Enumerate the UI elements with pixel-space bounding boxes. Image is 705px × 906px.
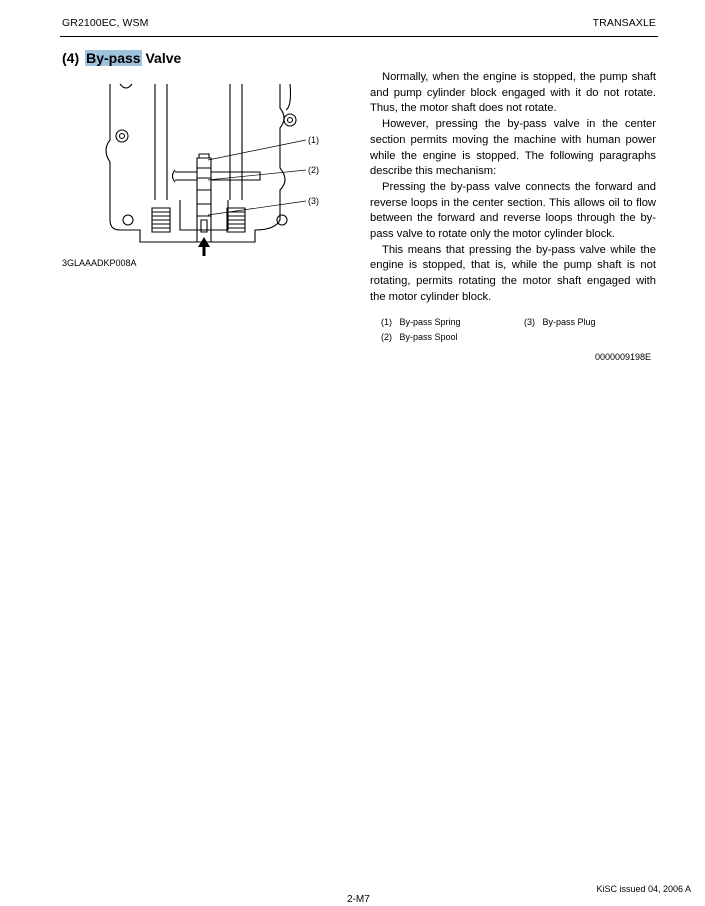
section-title-highlight: By-pass [86, 50, 141, 66]
callout-2: (2) [308, 165, 319, 175]
legend-number: (1) [381, 317, 392, 327]
header-rule [60, 36, 658, 37]
section-title [62, 50, 181, 66]
page-number: 2-M7 [347, 894, 370, 905]
legend-number: (3) [524, 317, 535, 327]
figure-code: 3GLAAADKP008A [62, 258, 137, 268]
paragraph: Pressing the by-pass valve connects the forward and reverse loops in the center section. This allows oil to flow between the forward and reverse loops through the by-pass valve to rotate only the motor cylinder block. [370, 180, 656, 241]
callout-1: (1) [308, 135, 319, 145]
bypass-valve-diagram [100, 80, 330, 256]
paragraph: This means that pressing the by-pass valve while the engine is stopped, that is, while the pump shaft is not rotating, permits rotating the motor shaft engaged with the motor cylinder block. [370, 243, 656, 303]
legend-label: By-pass Spring [399, 317, 461, 327]
parts-legend [381, 315, 596, 345]
paragraph: However, pressing the by-pass valve in the center section permits moving the machine with human power while the engine is stopped. The following paragraphs describe this mechanism: [370, 118, 656, 178]
callout-3: (3) [308, 196, 319, 206]
header-section-name: TRANSAXLE [592, 17, 656, 29]
legend-row [381, 315, 596, 330]
legend-label: By-pass Plug [542, 317, 596, 327]
section-number: (4) [62, 50, 80, 66]
issue-note: KiSC issued 04, 2006 A [596, 884, 691, 894]
body-text [370, 70, 656, 306]
paragraph: Normally, when the engine is stopped, the pump shaft and pump cylinder block engaged with it do not rotate. Thus, the motor shaft does not rotate. [370, 71, 656, 115]
legend-item [381, 330, 524, 345]
legend-label: By-pass Spool [399, 332, 458, 342]
legend-item [381, 315, 524, 330]
section-title-rest: Valve [141, 50, 182, 66]
document-id: 0000009198E [594, 352, 651, 362]
legend-row [381, 330, 596, 345]
legend-number: (2) [381, 332, 392, 342]
header-manual-title: GR2100EC, WSM [62, 17, 149, 29]
legend-item [524, 315, 596, 330]
